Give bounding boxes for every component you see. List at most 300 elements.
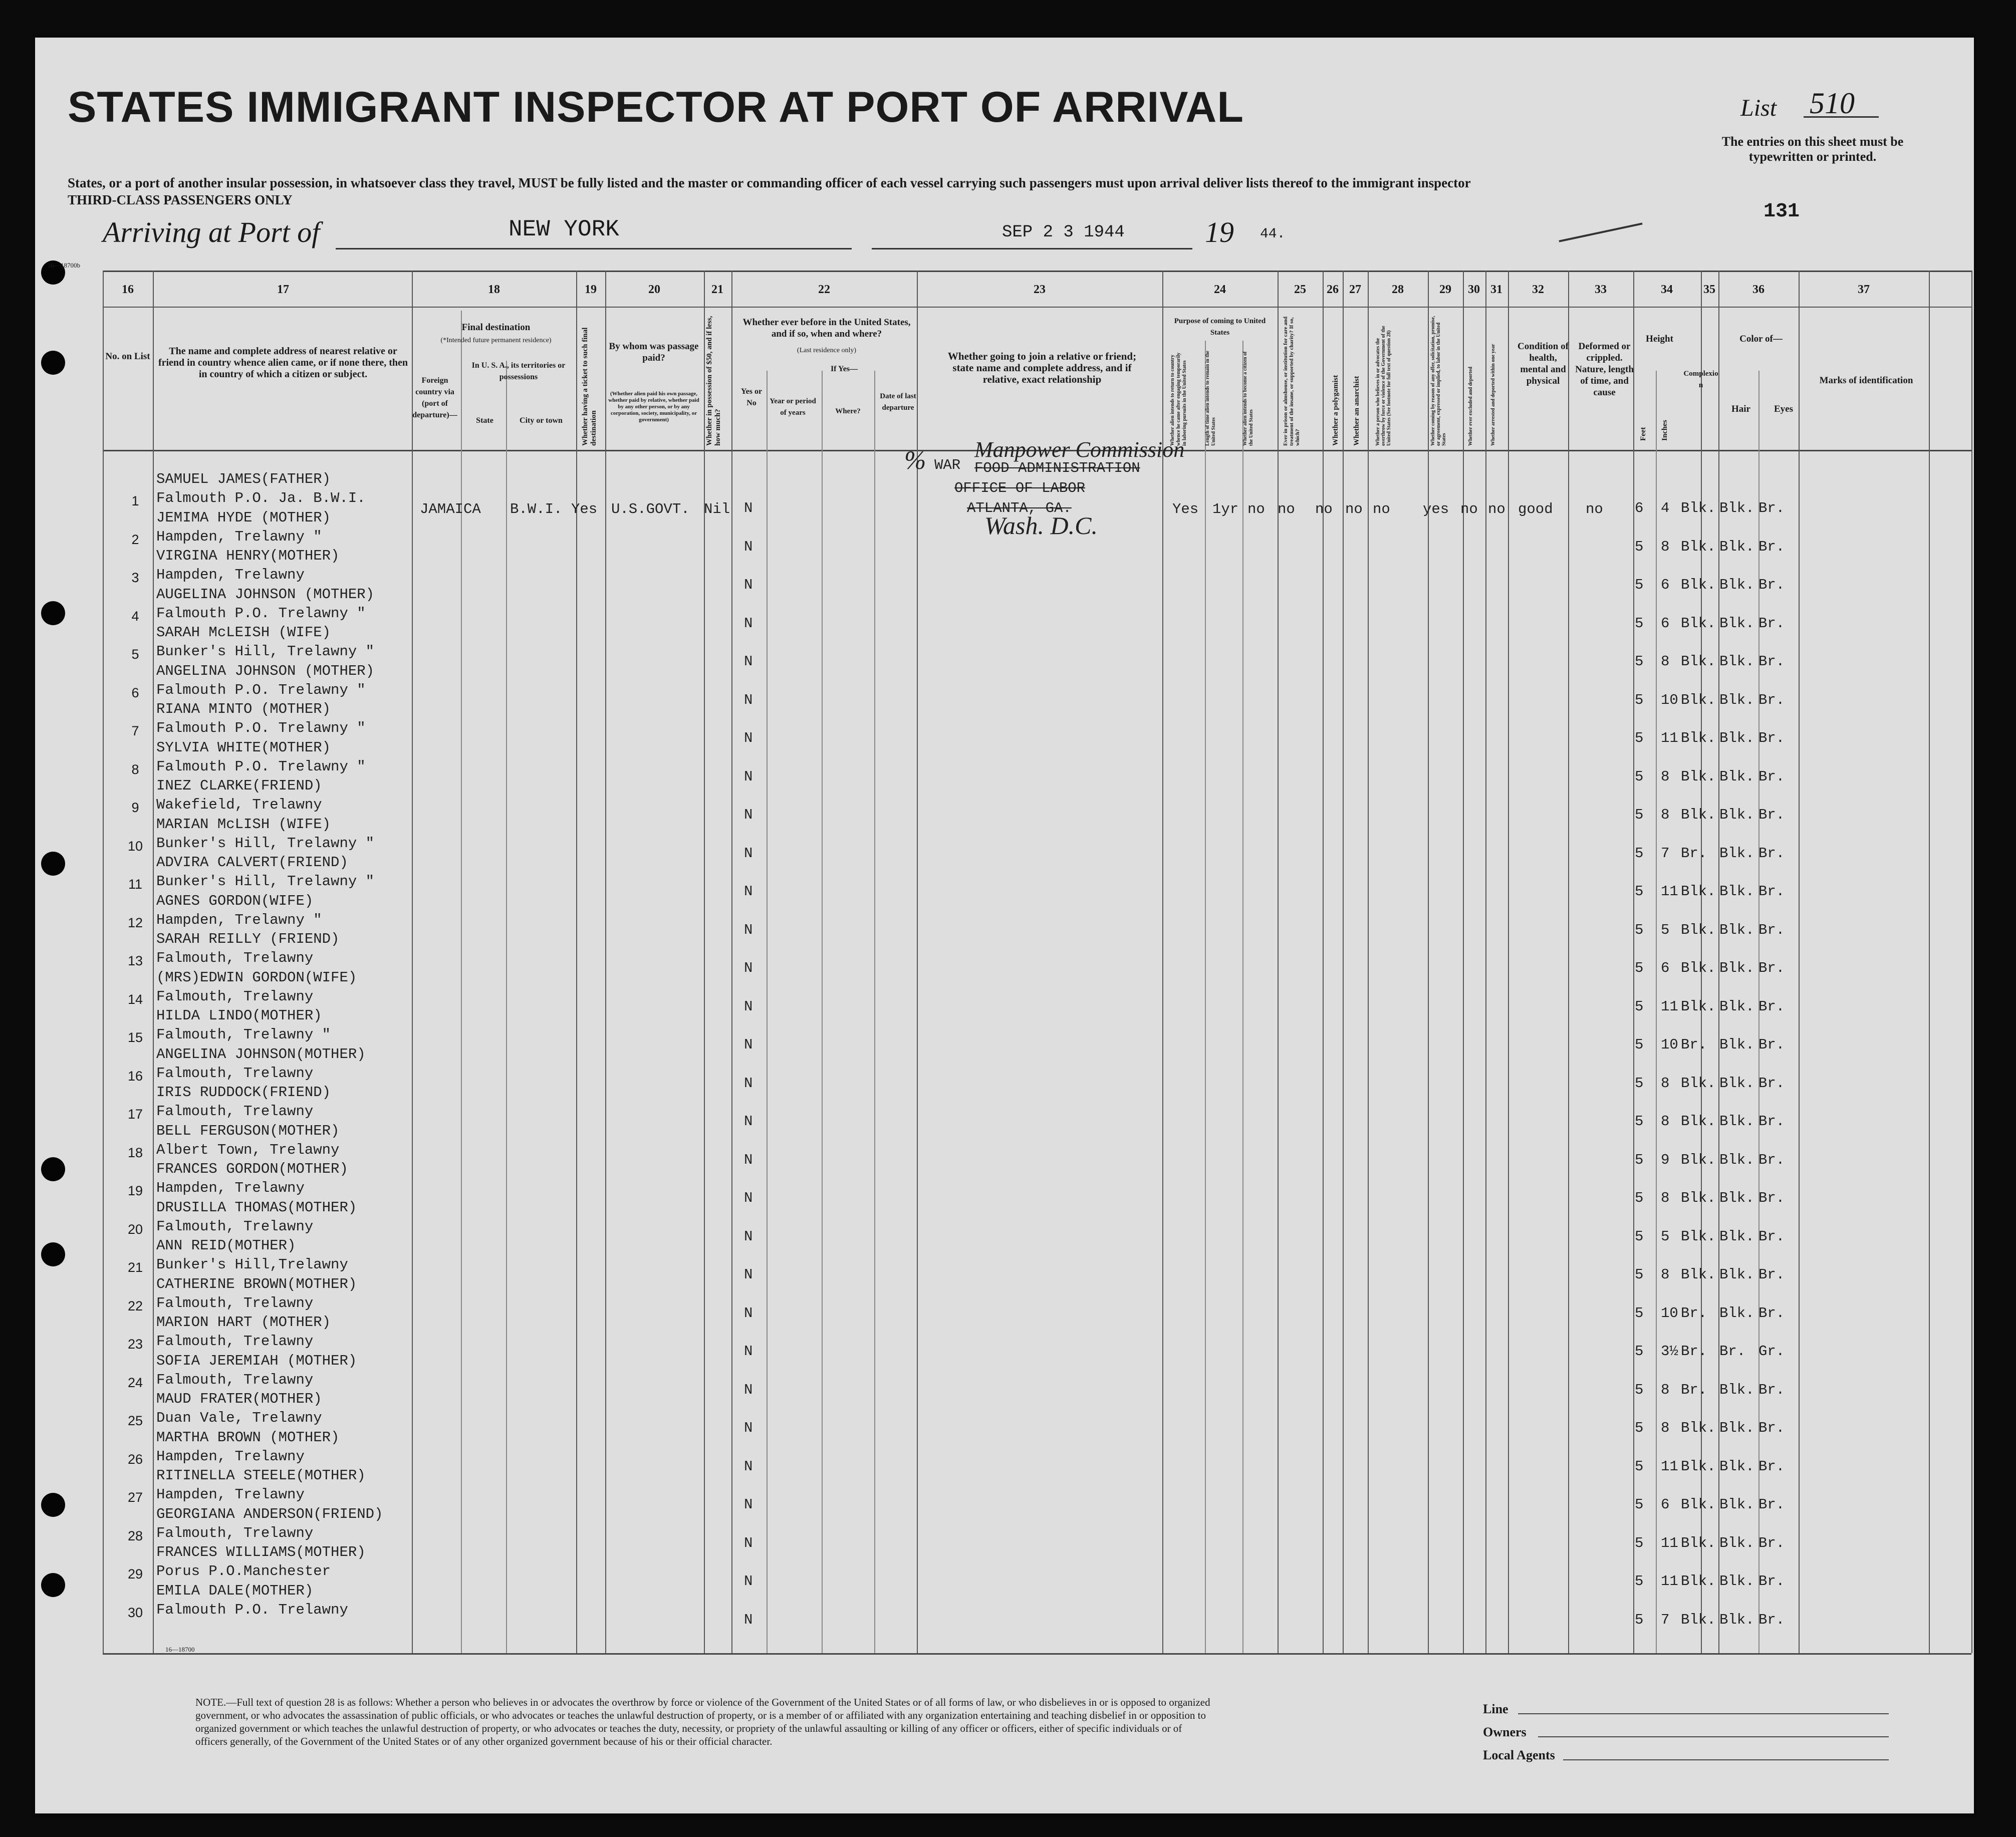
relative-address: Falmouth, Trelawny ": [156, 1026, 331, 1043]
ever-before-answer: N: [744, 1304, 753, 1322]
height-inches: 8: [1661, 1190, 1670, 1206]
column-rule: [1508, 271, 1509, 1653]
height-feet: 5: [1635, 1304, 1644, 1322]
relative-address: Falmouth, Trelawny: [156, 988, 314, 1005]
header-deformed: Deformed or crippled. Nature, length of time, and cause: [1575, 341, 1634, 398]
eye-color: Br.: [1758, 1266, 1785, 1283]
eye-color: Br.: [1758, 1190, 1785, 1206]
ever-before-answer: N: [744, 1381, 753, 1398]
row-number: 9: [131, 800, 139, 815]
sub-column-rule: [506, 361, 507, 1653]
complexion: Blk.: [1681, 653, 1716, 670]
footnote-q28: NOTE.—Full text of question 28 is as follows: Whether a person who believes in or advocates the overthrow by force or violence of the Government of the United States or of all forms of law, or who disbelieves in or is opposed to organized government, or who advocates the assassination of public officials, or who advocates or teaches the unlawful destruction of property, or is a member of or affiliated with any organization entertaining and teaching disbelief in or opposition to organized government or which teaches the unlawful destruction of property, or who advocates or teaches the duty, necessity, or propriety of the unlawful assaulting or killing of any officer or officers, either of specific individuals or of officers generally, of the Government of the United States or of any other organized government because of his or their official character.: [195, 1696, 1210, 1747]
row-number: 23: [127, 1337, 143, 1352]
row1-joining-typed: WAR: [934, 457, 961, 473]
ever-before-answer: N: [744, 615, 753, 632]
hair-color: Blk.: [1719, 1611, 1754, 1628]
hair-color: Blk.: [1719, 807, 1754, 823]
ever-before-answer: N: [744, 1458, 753, 1475]
header-no-on-list: No. on List: [105, 351, 150, 362]
eye-color: Br.: [1758, 1611, 1785, 1628]
row-number: 26: [127, 1451, 143, 1467]
eye-color: Br.: [1758, 768, 1785, 785]
row1-return-home: Yes: [1172, 501, 1199, 517]
row1-joining-handwritten-2: Wash. D.C.: [984, 511, 1098, 540]
ever-before-answer: N: [744, 1075, 753, 1092]
column-rule: [103, 271, 104, 1653]
row1-joining-struck-2: OFFICE OF LABOR: [954, 480, 1086, 496]
date-value: SEP 2 3 1944: [1002, 223, 1125, 242]
height-inches: 5: [1661, 921, 1670, 938]
relative-address: Bunker's Hill, Trelawny ": [156, 835, 375, 852]
relative-address: Albert Town, Trelawny: [156, 1141, 340, 1158]
header-hair: Hair: [1731, 404, 1750, 414]
relative-address: Hampden, Trelawny ": [156, 528, 322, 545]
hair-color: Blk.: [1719, 998, 1754, 1015]
height-feet: 5: [1635, 1190, 1644, 1206]
relative-address: Falmouth, Trelawny: [156, 1333, 314, 1350]
column-rule: [1929, 271, 1930, 1653]
header-anarchist: Whether an anarchist: [1353, 376, 1361, 446]
complexion: Br.: [1681, 1381, 1707, 1398]
eye-color: Br.: [1758, 1420, 1785, 1436]
hair-color: Blk.: [1719, 1381, 1754, 1398]
height-inches: 11: [1661, 1458, 1678, 1475]
relative-name: RIANA MINTO (MOTHER): [156, 701, 331, 717]
height-inches: 8: [1661, 538, 1670, 555]
height-inches: 8: [1661, 653, 1670, 670]
ever-before-answer: N: [744, 998, 753, 1015]
relative-name: ANGELINA JOHNSON (MOTHER): [156, 662, 375, 679]
relative-name: SARAH REILLY (FRIEND): [156, 931, 340, 947]
header-q30: Whether ever excluded and deported: [1468, 367, 1473, 446]
header-ever-before: Whether ever before in the United States, and if so, when and where?: [742, 317, 911, 339]
hair-color: Blk.: [1719, 500, 1754, 516]
row1-joining-struck-3: ATLANTA, GA.: [967, 500, 1072, 516]
eye-color: Br.: [1758, 1228, 1785, 1245]
row1-anarchist: no: [1345, 501, 1363, 517]
column-number: 28: [1392, 283, 1404, 296]
eye-color: Br.: [1758, 921, 1785, 938]
eye-color: Br.: [1758, 730, 1785, 746]
height-feet: 5: [1635, 960, 1644, 976]
complexion: Blk.: [1681, 807, 1716, 823]
height-inches: 8: [1661, 1420, 1670, 1436]
relative-name: ADVIRA CALVERT(FRIEND): [156, 854, 348, 871]
height-feet: 5: [1635, 615, 1644, 632]
ever-before-answer: N: [744, 577, 753, 593]
column-rule: [917, 271, 918, 1653]
row1-money: Nil: [704, 501, 730, 517]
relative-address: Hampden, Trelawny ": [156, 911, 322, 928]
ever-before-answer: N: [744, 1228, 753, 1245]
eye-color: Br.: [1758, 691, 1785, 708]
height-inches: 7: [1661, 1611, 1670, 1628]
header-q29: Whether coming by reason of any offer, solicitation, promise, or agreement, expressed or implied, to labor in the United States: [1430, 316, 1447, 446]
relative-name: MAUD FRATER(MOTHER): [156, 1391, 322, 1407]
relative-address: Hampden, Trelawny: [156, 1448, 305, 1465]
hair-color: Blk.: [1719, 1151, 1754, 1168]
eye-color: Br.: [1758, 1458, 1785, 1475]
row-number: 7: [131, 723, 139, 738]
row1-ticket: Yes: [571, 501, 598, 517]
date-underline: [872, 248, 1192, 249]
relative-address: Falmouth P.O. Trelawny ": [156, 681, 366, 698]
row-number: 1: [131, 493, 139, 508]
eye-color: Br.: [1758, 1496, 1785, 1513]
ever-before-answer: N: [744, 1611, 753, 1628]
relative-name: ANGELINA JOHNSON(MOTHER): [156, 1045, 366, 1063]
eye-color: Br.: [1758, 653, 1785, 670]
ever-before-answer: N: [744, 845, 753, 862]
header-yes-no: Yes or No: [740, 387, 763, 407]
height-feet: 5: [1635, 768, 1644, 785]
complexion: Blk.: [1681, 1420, 1716, 1436]
column-rule: [576, 271, 577, 1653]
ever-before-answer: N: [744, 1534, 753, 1551]
relative-name: HILDA LINDO(MOTHER): [156, 1007, 322, 1024]
row1-prison: no: [1278, 501, 1295, 517]
ever-before-answer: N: [744, 1151, 753, 1168]
eye-color: Br.: [1758, 960, 1785, 976]
relative-address: Falmouth, Trelawny: [156, 950, 314, 966]
relative-name: SYLVIA WHITE(MOTHER): [156, 739, 331, 756]
hair-color: Blk.: [1719, 1304, 1754, 1322]
row-number: 15: [127, 1030, 143, 1045]
complexion: Blk.: [1681, 768, 1716, 785]
relative-name: (MRS)EDWIN GORDON(WIFE): [156, 969, 357, 986]
header-ticket: Whether having a ticket to such final destination: [581, 327, 598, 446]
hair-color: Blk.: [1719, 1190, 1754, 1206]
hair-color: Blk.: [1719, 1113, 1754, 1130]
relative-name: MARIAN McLISH (WIFE): [156, 816, 331, 833]
ever-before-answer: N: [744, 1496, 753, 1513]
height-feet: 5: [1635, 1534, 1644, 1551]
row-number: 5: [131, 647, 139, 662]
complexion: Blk.: [1681, 1611, 1716, 1628]
row-number: 22: [127, 1298, 143, 1314]
complexion: Blk.: [1681, 1266, 1716, 1283]
height-feet: 5: [1635, 1611, 1644, 1628]
row-number: 25: [127, 1413, 143, 1428]
owners-label: Owners: [1483, 1725, 1527, 1739]
height-feet: 5: [1635, 1381, 1644, 1398]
column-rule: [1485, 271, 1486, 1653]
column-rule: [1368, 271, 1369, 1653]
height-inches: 11: [1661, 883, 1678, 900]
relative-address: Hampden, Trelawny: [156, 567, 305, 583]
ever-before-answer: N: [744, 1036, 753, 1053]
complexion: Blk.: [1681, 960, 1716, 976]
binder-hole: [41, 351, 65, 375]
ever-before-answer: N: [744, 883, 753, 900]
binder-hole: [41, 852, 65, 876]
list-underline: [1804, 116, 1879, 118]
height-inches: 4: [1661, 500, 1670, 516]
hair-color: Blk.: [1719, 1573, 1754, 1590]
hair-color: Blk.: [1719, 615, 1754, 632]
row1-q28: no: [1373, 501, 1390, 517]
complexion: Blk.: [1681, 1573, 1716, 1590]
eye-color: Br.: [1758, 1304, 1785, 1322]
height-inches: 11: [1661, 730, 1678, 746]
complexion: Br.: [1681, 1343, 1707, 1360]
complexion: Blk.: [1681, 615, 1716, 632]
row-number: 16: [127, 1068, 143, 1084]
header-purpose-b: Length of time alien intends to remain in the United States: [1205, 351, 1216, 446]
ever-before-answer: N: [744, 1420, 753, 1436]
column-rule: [1971, 271, 1972, 1653]
height-inches: 11: [1661, 1573, 1678, 1590]
relative-name: JEMIMA HYDE (MOTHER): [156, 509, 331, 526]
complexion: Blk.: [1681, 998, 1716, 1015]
column-rule: [1463, 271, 1464, 1653]
height-feet: 5: [1635, 998, 1644, 1015]
column-number: 19: [585, 283, 597, 296]
complexion: Blk.: [1681, 1534, 1716, 1551]
row1-joining-handwritten: Manpower Commission: [974, 437, 1185, 462]
header-ever-prison: Ever in prison or almshouse, or institution for care and treatment of the insane, or supported by charity? If so, which?: [1283, 316, 1301, 446]
typewritten-note: The entries on this sheet must be typewritten or printed.: [1721, 134, 1904, 164]
column-number: 35: [1703, 283, 1715, 296]
header-joining: Whether going to join a relative or friend; state name and complete address, and if relative, exact relationship: [947, 350, 1137, 385]
height-feet: 5: [1635, 577, 1644, 593]
height-inches: 6: [1661, 960, 1670, 976]
column-number: 36: [1752, 283, 1765, 296]
ever-before-answer: N: [744, 1343, 753, 1360]
height-feet: 5: [1635, 1228, 1644, 1245]
height-feet: 5: [1635, 730, 1644, 746]
row1-joining-struck-1: FOOD ADMINISTRATION: [974, 460, 1140, 476]
row1-paid-by: U.S.GOVT.: [611, 501, 690, 517]
height-feet: 5: [1635, 1458, 1644, 1475]
height-inches: 6: [1661, 615, 1670, 632]
form-code-bottom: 16—18700: [165, 1646, 195, 1653]
row1-polygamist: no: [1315, 501, 1333, 517]
page-title: STATES IMMIGRANT INSPECTOR AT PORT OF ARRIVAL: [68, 83, 1244, 131]
eye-color: Br.: [1758, 577, 1785, 593]
height-feet: 5: [1635, 1266, 1644, 1283]
column-rule: [153, 271, 154, 1653]
complexion: Blk.: [1681, 1190, 1716, 1206]
year-suffix: 44.: [1260, 226, 1286, 242]
ever-before-answer: N: [744, 500, 753, 516]
eye-color: Gr.: [1758, 1343, 1785, 1360]
hair-color: Blk.: [1719, 960, 1754, 976]
binder-hole: [41, 1242, 65, 1266]
relative-address: Falmouth P.O. Trelawny ": [156, 758, 366, 775]
relative-address: Falmouth P.O. Trelawny ": [156, 605, 366, 622]
agents-underline: [1563, 1759, 1889, 1760]
complexion: Br.: [1681, 1304, 1707, 1322]
relative-address: Hampden, Trelawny: [156, 1486, 305, 1503]
relative-name: SARAH McLEISH (WIFE): [156, 624, 331, 641]
row-number: 29: [127, 1566, 143, 1582]
height-inches: 5: [1661, 1228, 1670, 1245]
hair-color: Blk.: [1719, 1036, 1754, 1053]
column-number: 32: [1532, 283, 1544, 296]
relative-address: Falmouth, Trelawny: [156, 1524, 314, 1541]
eye-color: Br.: [1758, 1113, 1785, 1130]
height-inches: 7: [1661, 845, 1670, 862]
sub-column-rule: [874, 371, 875, 1653]
height-inches: 8: [1661, 807, 1670, 823]
header-final-destination: Final destination: [461, 322, 531, 333]
row-number: 27: [127, 1490, 143, 1505]
relative-name: AGNES GORDON(WIFE): [156, 892, 314, 909]
column-rule: [1633, 271, 1634, 1653]
binder-hole: [41, 601, 65, 625]
hair-color: Blk.: [1719, 1458, 1754, 1475]
column-number: 16: [122, 283, 134, 296]
ever-before-answer: N: [744, 1266, 753, 1283]
binder-hole: [41, 1573, 65, 1597]
height-feet: 5: [1635, 1573, 1644, 1590]
relative-name: SAMUEL JAMES(FATHER): [156, 471, 331, 487]
complexion: Br.: [1681, 1036, 1707, 1053]
line-label: Line: [1483, 1702, 1508, 1716]
eye-color: Br.: [1758, 883, 1785, 900]
relative-address: Bunker's Hill,Trelawny: [156, 1256, 348, 1273]
height-inches: 6: [1661, 1496, 1670, 1513]
row1-deformed: no: [1586, 501, 1603, 517]
relative-name: RITINELLA STEELE(MOTHER): [156, 1467, 366, 1484]
height-feet: 5: [1635, 691, 1644, 708]
relative-address: Falmouth P.O. Ja. B.W.I.: [156, 490, 366, 506]
column-number: 27: [1349, 283, 1361, 296]
sub-column-rule: [1205, 341, 1206, 1653]
line-underline: [1518, 1713, 1889, 1714]
row1-foreign-country: JAMAICA: [420, 501, 481, 517]
relative-name: DRUSILLA THOMAS(MOTHER): [156, 1199, 357, 1216]
column-rule: [605, 271, 606, 1653]
relative-name: VIRGINA HENRY(MOTHER): [156, 548, 340, 564]
row-number: 10: [127, 838, 143, 854]
port-underline: [336, 248, 852, 249]
eye-color: Br.: [1758, 1151, 1785, 1168]
complexion: Blk.: [1681, 1151, 1716, 1168]
hair-color: Blk.: [1719, 1496, 1754, 1513]
header-marks: Marks of identification: [1819, 375, 1913, 386]
hair-color: Blk.: [1719, 845, 1754, 862]
list-label: List: [1740, 95, 1777, 121]
complexion: Blk.: [1681, 691, 1716, 708]
height-inches: 10: [1661, 691, 1678, 708]
row-number: 2: [131, 532, 139, 547]
height-feet: 5: [1635, 883, 1644, 900]
hair-color: Blk.: [1719, 538, 1754, 555]
row-number: 17: [127, 1107, 143, 1122]
column-number: 18: [488, 283, 500, 296]
column-number: 29: [1439, 283, 1451, 296]
class-label: THIRD-CLASS PASSENGERS ONLY: [68, 192, 293, 207]
eye-color: Br.: [1758, 500, 1785, 516]
column-rule: [1323, 271, 1324, 1653]
height-feet: 6: [1635, 500, 1644, 516]
eye-color: Br.: [1758, 1036, 1785, 1053]
relative-address: Bunker's Hill, Trelawny ": [156, 873, 375, 890]
column-number: 33: [1595, 283, 1607, 296]
sub-column-rule: [767, 371, 768, 1653]
column-number: 30: [1468, 283, 1480, 296]
row-number: 12: [127, 915, 143, 930]
height-feet: 5: [1635, 1496, 1644, 1513]
column-rule: [1799, 271, 1800, 1653]
header-date-departure: Date of last departure: [880, 392, 916, 412]
hair-color: Blk.: [1719, 730, 1754, 746]
sub-column-rule: [1242, 341, 1243, 1653]
row-number: 4: [131, 608, 139, 624]
header-q28: Whether a person who believes in or advocates the overthrow by force or violence of the Government of the United States (See footnote for full text of question 28): [1375, 326, 1392, 446]
row-number: 14: [127, 991, 143, 1007]
eye-color: Br.: [1758, 807, 1785, 823]
complexion: Blk.: [1681, 1075, 1716, 1092]
row1-joining-mark: %: [904, 446, 926, 475]
arriving-label: Arriving at Port of: [103, 216, 320, 248]
column-rule: [412, 271, 413, 1653]
relative-name: MARTHA BROWN (MOTHER): [156, 1429, 340, 1446]
column-rule: [1428, 271, 1429, 1653]
header-complexion: Complexion: [1683, 370, 1718, 389]
hair-color: Blk.: [1719, 921, 1754, 938]
binder-hole: [41, 1157, 65, 1181]
complexion: Blk.: [1681, 730, 1716, 746]
relative-name: FRANCES WILLIAMS(MOTHER): [156, 1544, 366, 1560]
table-bottom-rule: [103, 1653, 1971, 1655]
column-number: 31: [1490, 283, 1502, 296]
complexion: Blk.: [1681, 500, 1716, 516]
relative-address: Falmouth P.O. Trelawny: [156, 1601, 348, 1618]
height-feet: 5: [1635, 1420, 1644, 1436]
header-q31: Whether arrested and deported within one year: [1490, 344, 1496, 446]
instruction-text: States, or a port of another insular possession, in whatsoever class they travel, MUST be fully listed and the master or commanding officer of each vessel carrying such passengers must upon arrival deliver lists thereof to the immigrant inspector: [68, 175, 1471, 190]
height-inches: 3½: [1661, 1343, 1678, 1360]
height-feet: 5: [1635, 653, 1644, 670]
ever-before-answer: N: [744, 1573, 753, 1590]
eye-color: Br.: [1758, 1573, 1785, 1590]
row-number: 20: [127, 1221, 143, 1237]
row1-citizen: no: [1247, 501, 1265, 517]
hair-color: Blk.: [1719, 577, 1754, 593]
row1-q31: no: [1488, 501, 1505, 517]
header-feet: Feet: [1639, 427, 1647, 441]
relative-name: EMILA DALE(MOTHER): [156, 1582, 314, 1599]
ever-before-answer: N: [744, 653, 753, 670]
complexion: Blk.: [1681, 1113, 1716, 1130]
column-rule: [1162, 271, 1163, 1653]
eye-color: Br.: [1758, 845, 1785, 862]
hair-color: Blk.: [1719, 1420, 1754, 1436]
height-feet: 5: [1635, 921, 1644, 938]
column-number: 25: [1294, 283, 1306, 296]
header-eyes: Eyes: [1774, 404, 1793, 414]
complexion: Blk.: [1681, 921, 1716, 938]
relative-address: Hampden, Trelawny: [156, 1180, 305, 1196]
row1-length-stay: 1yr: [1212, 501, 1239, 517]
height-inches: 8: [1661, 1381, 1670, 1398]
height-feet: 5: [1635, 1036, 1644, 1053]
relative-name: CATHERINE BROWN(MOTHER): [156, 1275, 357, 1292]
relative-name: FRANCES GORDON(MOTHER): [156, 1161, 348, 1177]
relative-name: MARION HART (MOTHER): [156, 1314, 331, 1331]
relative-name: SOFIA JEREMIAH (MOTHER): [156, 1352, 357, 1369]
complexion: Blk.: [1681, 883, 1716, 900]
header-in-usa: In U. S. A., its territories or possessions: [471, 361, 566, 381]
row1-state: B.W.I.: [510, 501, 563, 517]
header-last-residence: (Last residence only): [797, 347, 857, 354]
height-inches: 6: [1661, 577, 1670, 593]
colnum-rule: [103, 307, 1971, 308]
